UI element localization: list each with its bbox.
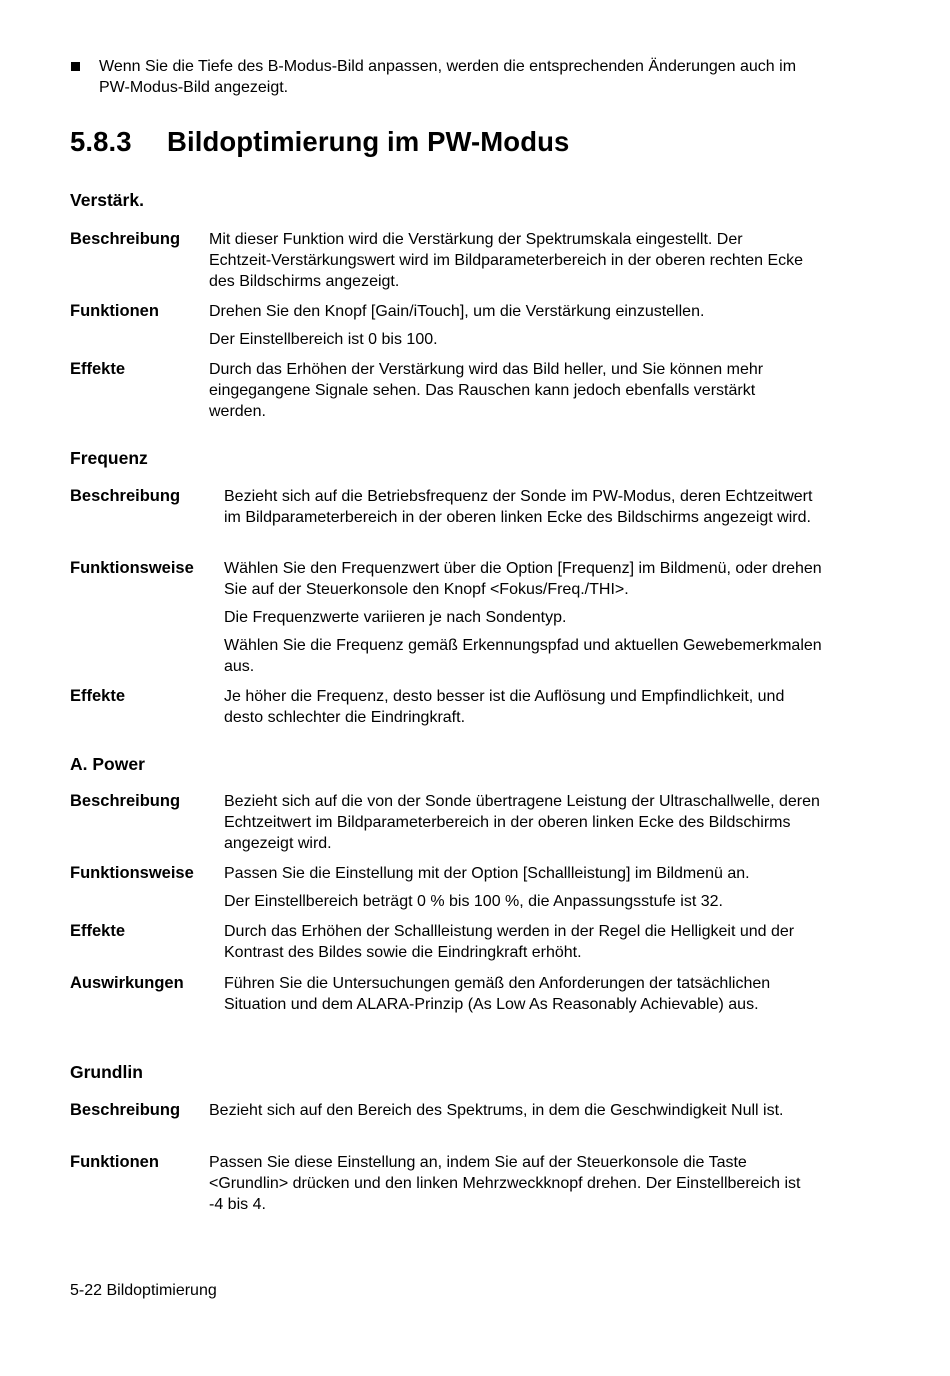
paragraph: Passen Sie diese Einstellung an, indem Sie auf der Steuerkonsole die Taste <Grundlin> drücken und den linken Mehrzweckknopf drehen. Der Einstellbereich ist -4 bis 4. — [209, 1154, 801, 1213]
paragraph: Führen Sie die Untersuchungen gemäß den Anforderungen der tatsächlichen Situation und dem ALARA-Prinzip (As Low As Reasonably Achievable) aus. — [224, 975, 771, 1013]
row-value — [224, 558, 824, 684]
row-value — [224, 686, 824, 735]
paragraph: Mit dieser Funktion wird die Verstärkung der Spektrumskala eingestellt. Der Echtzeit-Verstärkungswert wird im Bildparameterbereich in der oberen rechten Ecke des Bildschirms angezeigt. — [209, 231, 804, 290]
paragraph: Durch das Erhöhen der Verstärkung wird das Bild heller, und Sie können mehr eingegangene Signale sehen. Das Rauschen kann jedoch ebenfalls verstärkt werden. — [209, 361, 764, 420]
row-value — [224, 863, 824, 919]
row-value — [224, 921, 824, 970]
paragraph: Bezieht sich auf die Betriebsfrequenz der Sonde im PW-Modus, deren Echtzeitwert im Bildparameterbereich in der oberen linken Ecke des Bildschirms angezeigt wird. — [224, 488, 813, 526]
row-label: Funktionsweise — [70, 864, 194, 882]
row-label: Effekte — [70, 922, 126, 940]
intro-bullet — [70, 56, 830, 98]
row-value — [209, 1152, 809, 1222]
row-value — [224, 973, 824, 1022]
row-value — [209, 301, 809, 357]
heading-grundlin: Grundlin — [70, 1062, 143, 1082]
heading-apower: A. Power — [70, 754, 145, 774]
row-label: Beschreibung — [70, 1101, 181, 1119]
row-value — [224, 791, 824, 861]
paragraph: Wählen Sie den Frequenzwert über die Option [Frequenz] im Bildmenü, oder drehen Sie auf der Steuerkonsole den Knopf <Fokus/Freq./THI>. — [224, 560, 822, 598]
square-bullet-icon — [71, 62, 80, 71]
row-value — [209, 229, 809, 299]
paragraph: Durch das Erhöhen der Schallleistung werden in der Regel die Helligkeit und der Kontrast des Bildes sowie die Eindringkraft erhöht. — [224, 923, 795, 961]
heading-verstaerk: Verstärk. — [70, 190, 144, 210]
paragraph: Bezieht sich auf den Bereich des Spektrums, in dem die Geschwindigkeit Null ist. — [209, 1102, 784, 1119]
row-label: Effekte — [70, 687, 126, 705]
row-label: Beschreibung — [70, 230, 181, 248]
paragraph: Bezieht sich auf die von der Sonde übertragene Leistung der Ultraschallwelle, deren Echtzeitwert im Bildparameterbereich in der oberen linken Ecke des Bildschirms angezeigt wird. — [224, 793, 820, 852]
section-heading — [70, 126, 569, 158]
section-number: 5.8.3 — [70, 126, 132, 157]
intro-bullet-text: Wenn Sie die Tiefe des B-Modus-Bild anpassen, werden die entsprechenden Änderungen auch im PW-Modus-Bild angezeigt. — [99, 58, 797, 96]
paragraph: Die Frequenzwerte variieren je nach Sondentyp. — [224, 609, 567, 626]
paragraph: Passen Sie die Einstellung mit der Option [Schallleistung] im Bildmenü an. — [224, 865, 750, 882]
paragraph: Je höher die Frequenz, desto besser ist die Auflösung und Empfindlichkeit, und desto schlechter die Eindringkraft. — [224, 688, 785, 726]
row-value — [209, 359, 809, 429]
paragraph: Drehen Sie den Knopf [Gain/iTouch], um die Verstärkung einzustellen. — [209, 303, 705, 320]
row-label: Funktionen — [70, 1153, 159, 1171]
row-label: Effekte — [70, 360, 126, 378]
heading-frequenz: Frequenz — [70, 448, 148, 468]
paragraph: Wählen Sie die Frequenz gemäß Erkennungspfad und aktuellen Gewebemerkmalen aus. — [224, 637, 822, 675]
page-footer: 5-22 Bildoptimierung — [70, 1282, 217, 1299]
row-label: Beschreibung — [70, 792, 181, 810]
section-title: Bildoptimierung im PW-Modus — [167, 126, 570, 157]
row-label: Funktionen — [70, 302, 159, 320]
row-label: Funktionsweise — [70, 559, 194, 577]
paragraph: Der Einstellbereich beträgt 0 % bis 100 %, die Anpassungsstufe ist 32. — [224, 893, 723, 910]
row-label: Beschreibung — [70, 487, 181, 505]
row-value — [209, 1100, 809, 1128]
paragraph: Der Einstellbereich ist 0 bis 100. — [209, 331, 438, 348]
row-value — [224, 486, 824, 535]
row-label: Auswirkungen — [70, 974, 184, 992]
